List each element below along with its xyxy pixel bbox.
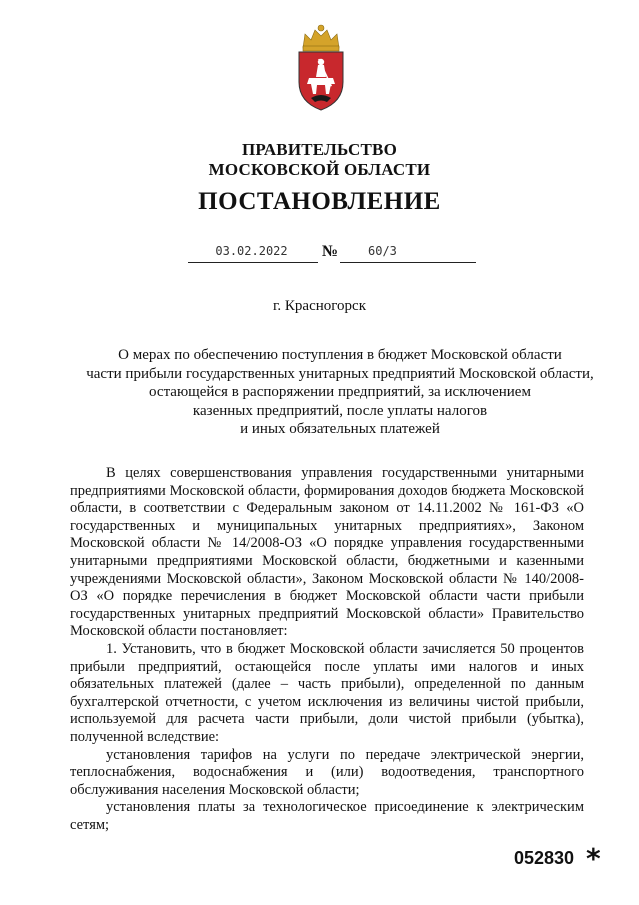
subject-line: части прибыли государственных унитарных предприятий Московской области, (86, 365, 594, 382)
coat-of-arms-emblem (291, 22, 351, 112)
government-title: ПРАВИТЕЛЬСТВО (242, 140, 397, 159)
document-body (70, 465, 584, 834)
star-mark: * (586, 842, 601, 875)
document-type-title: ПОСТАНОВЛЕНИЕ (198, 188, 441, 215)
subject-line: остающейся в распоряжении предприятий, за исключением (149, 384, 531, 400)
body-paragraph: В целях совершенствования управления государственными унитарными предприятиями Московской области, формирования доходов бюджета Московской области, в соответствии с Федеральным законом от 14.11.2002 № 161-ФЗ «О государственных и муниципальных унитарных предприятиях», Законом Московской области № 14/2008-ОЗ «О порядке управления государственными унитарными предприятиями Московской области, бюджетными и казенными учреждениями Московской области», Законом Московской области № 140/2008-ОЗ «О порядке перечисления в бюджет Московской области части прибыли государственных унитарных предприятий Московской области» Правительство Московской области постановляет: (70, 465, 584, 640)
subject-line: О мерах по обеспечению поступления в бюджет Московской области (118, 347, 562, 363)
subject-line: и иных обязательных платежей (240, 421, 440, 437)
region-title: МОСКОВСКОЙ ОБЛАСТИ (208, 160, 431, 179)
document-number: 60/3 (368, 244, 397, 258)
body-paragraph: установления платы за технологическое присоединение к электрическим сетям; (70, 799, 584, 833)
body-paragraph: 1. Установить, что в бюджет Московской области зачисляется 50 процентов прибыли предприятий, остающейся после уплаты ими налогов и иных обязательных платежей (далее – часть прибыли), определенной по данным бухгалтерской отчетности, с учетом исключения из величины чистой прибыли, используемой для расчета части прибыли, доли чистой прибыли (убытка), полученной вследствие: (70, 640, 584, 745)
city-line: г. Красногорск (272, 298, 367, 314)
document-date: 03.02.2022 (215, 244, 288, 258)
form-serial-number: 052830 (514, 848, 575, 868)
document-subject (60, 346, 620, 439)
date-underline (188, 262, 318, 263)
number-sign: № (322, 243, 339, 260)
body-paragraph: установления тарифов на услуги по передаче электрической энергии, теплоснабжения, водоснабжения и (или) водоотведения, транспортного обслуживания населения Московской области; (70, 746, 584, 798)
number-underline (340, 262, 476, 263)
subject-line: казенных предприятий, после уплаты налогов (192, 402, 488, 419)
